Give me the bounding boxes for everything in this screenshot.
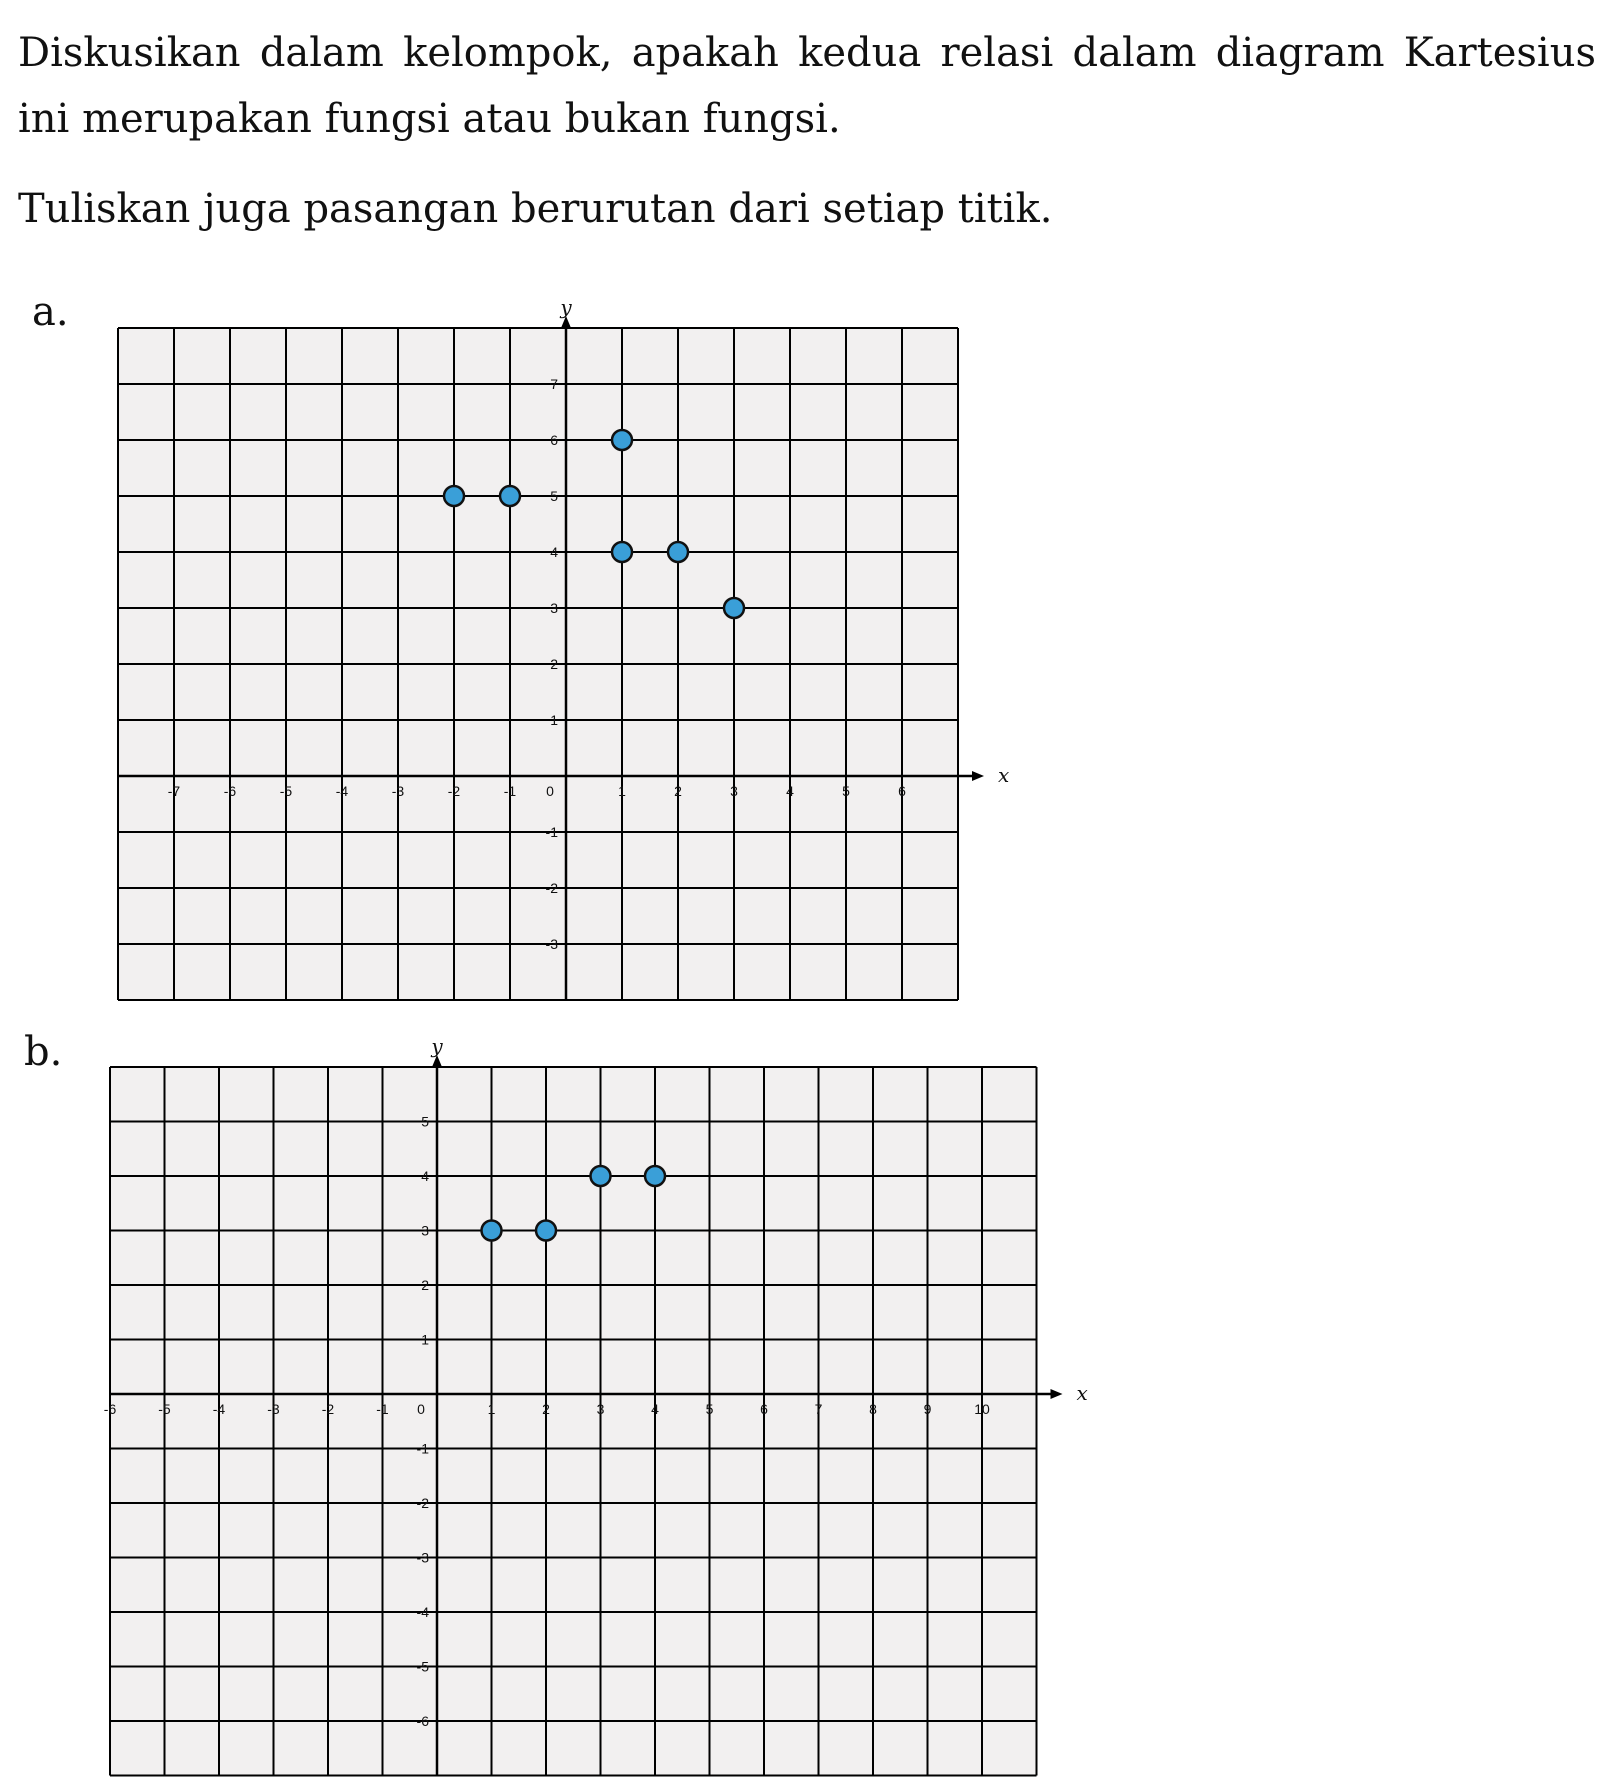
- x-tick-label: 4: [786, 783, 794, 799]
- data-point: [536, 1221, 556, 1241]
- y-tick-label: 2: [550, 656, 558, 672]
- x-tick-label: 9: [923, 1401, 932, 1417]
- y-tick-label: -2: [416, 1495, 429, 1511]
- y-tick-label: -1: [545, 824, 558, 840]
- x-tick-label: -2: [447, 783, 461, 799]
- y-tick-label: -5: [416, 1658, 429, 1675]
- data-point: [500, 486, 520, 506]
- y-tick-label: 4: [550, 544, 558, 560]
- y-tick-label: 3: [421, 1222, 429, 1239]
- x-tick-label: -6: [103, 1401, 117, 1417]
- x-tick-label: 2: [542, 1401, 550, 1417]
- x-tick-label: -6: [223, 783, 237, 799]
- y-tick-label: 5: [550, 488, 558, 504]
- data-point: [724, 598, 744, 618]
- y-tick-label: 4: [421, 1168, 429, 1184]
- x-tick-label: -1: [503, 783, 517, 799]
- y-tick-label: 6: [550, 432, 558, 448]
- y-tick-label: 5: [421, 1113, 429, 1130]
- y-tick-label: -3: [545, 936, 558, 952]
- y-tick-label: -3: [416, 1549, 429, 1566]
- x-axis-label: x: [998, 763, 1010, 787]
- x-tick-label: 10: [974, 1401, 990, 1417]
- y-tick-label: 1: [421, 1331, 429, 1348]
- x-axis-arrow-icon: [1051, 1389, 1063, 1399]
- x-tick-label: -1: [376, 1401, 389, 1417]
- cartesian-chart-b: [103, 1030, 1097, 1776]
- instruction-paragraph: Diskusikan dalam kelompok, apakah kedua relasi dalam diagram Kartesius ini merupakan fungsi atau bukan fungsi.: [18, 30, 1596, 142]
- x-axis-label: x: [1076, 1381, 1088, 1405]
- y-tick-label: -6: [416, 1713, 429, 1729]
- x-tick-label: 1: [618, 783, 626, 799]
- x-tick-label: -5: [279, 783, 293, 799]
- data-point: [668, 542, 688, 562]
- data-point: [591, 1166, 611, 1186]
- x-tick-label: 2: [674, 783, 682, 799]
- x-tick-label: 6: [760, 1401, 768, 1417]
- y-tick-label: 7: [550, 376, 558, 392]
- x-tick-label: 5: [842, 783, 850, 799]
- x-tick-label: -3: [267, 1401, 280, 1417]
- grid-background: [110, 1067, 1037, 1776]
- item-label-b: b.: [24, 1029, 63, 1075]
- cartesian-chart-a: [118, 295, 1018, 1000]
- data-point: [482, 1221, 502, 1241]
- x-tick-label: 3: [596, 1401, 605, 1417]
- y-axis-label: y: [560, 295, 572, 319]
- y-tick-label: -4: [416, 1604, 429, 1620]
- y-tick-label: 3: [550, 600, 558, 616]
- x-tick-label: -5: [158, 1401, 171, 1417]
- x-tick-label: 3: [730, 783, 738, 799]
- x-axis-arrow-icon: [972, 771, 984, 781]
- y-tick-label: 2: [421, 1277, 429, 1293]
- y-axis-label: y: [431, 1034, 443, 1058]
- x-tick-label: 7: [814, 1401, 823, 1417]
- origin-label: 0: [417, 1401, 425, 1417]
- y-tick-label: -1: [416, 1440, 429, 1457]
- x-tick-label: -4: [212, 1401, 226, 1417]
- y-tick-label: -2: [545, 880, 558, 896]
- item-label-a: a.: [32, 289, 69, 335]
- x-tick-label: 6: [898, 783, 906, 799]
- data-point: [444, 486, 464, 506]
- x-tick-label: 1: [487, 1401, 496, 1417]
- x-tick-label: -4: [335, 783, 349, 799]
- data-point: [612, 430, 632, 450]
- y-tick-label: 1: [550, 712, 558, 728]
- x-tick-label: -3: [391, 783, 405, 799]
- data-point: [645, 1166, 665, 1186]
- x-tick-label: 5: [705, 1401, 714, 1417]
- instruction-subparagraph: Tuliskan juga pasangan berurutan dari setiap titik.: [18, 186, 1053, 232]
- x-tick-label: 8: [869, 1401, 877, 1417]
- x-tick-label: -7: [167, 783, 181, 799]
- data-point: [612, 542, 632, 562]
- x-tick-label: 4: [651, 1401, 659, 1417]
- origin-label: 0: [546, 783, 554, 799]
- x-tick-label: -2: [321, 1401, 335, 1417]
